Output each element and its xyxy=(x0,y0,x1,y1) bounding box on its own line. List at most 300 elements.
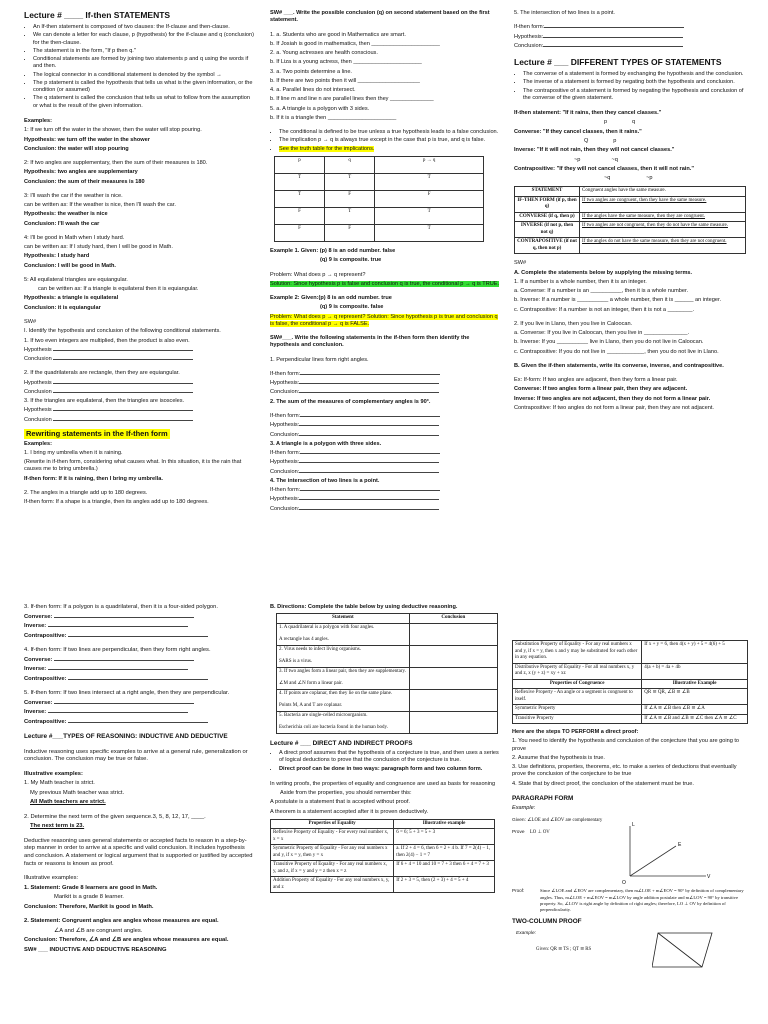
example-line: can be written as: If I study hard, then I will be good in Math. xyxy=(24,244,173,251)
table-row xyxy=(271,861,495,877)
problem-line: Problem: What does p → q represent? xyxy=(270,271,366,278)
conclusion-label: Conclusion xyxy=(24,388,52,395)
answer-blank[interactable] xyxy=(48,712,188,713)
truth-table-note: See the truth table for the implications. xyxy=(279,145,375,152)
answer-blank[interactable] xyxy=(543,37,683,38)
problem-text: Problem: What does p → q represent? Solution: Since hypothesis p is true and conclusion q is false, the conditional p → q is FALSE. xyxy=(270,313,498,327)
answer-blank[interactable] xyxy=(300,416,440,417)
column-5 xyxy=(270,604,500,1022)
inductive-definition: Inductive reasoning uses specific examples to arrive at a general rule, generalization or conclusion. The conclusion may be true or false. xyxy=(24,748,248,763)
answer-blank[interactable] xyxy=(54,660,194,661)
list-item: • The p statement is called the hypothesis that tells us what is the given information, or the condition (or assumed) xyxy=(33,80,254,95)
answer-blank[interactable] xyxy=(299,462,439,463)
example-line: 2. Determine the next term of the given sequence.3, 5, 8, 12, 17, ____. xyxy=(24,813,206,820)
answer-blank[interactable] xyxy=(54,703,194,704)
table-cell: INVERSE (if not p, then not q) xyxy=(515,222,580,238)
table-cell: IF-THEN FORM (if p, then q) xyxy=(515,196,580,212)
answer-blank[interactable] xyxy=(299,509,439,510)
table-row xyxy=(277,623,498,645)
exercise-line: 3. If-then form: If a polygon is a quadrilateral, then it is a four-sided polygon. xyxy=(24,604,218,610)
hypothesis-label: Hypothesis: xyxy=(514,33,544,40)
exercise-line: 5. If-then form: If two lines intersect at a right angle, then they are perpendicular. xyxy=(24,690,230,697)
answer-blank[interactable] xyxy=(53,410,193,411)
table-cell: F xyxy=(325,190,375,207)
intro-bullets xyxy=(24,24,254,110)
list-item: • The converse of a statement is formed by exchanging the hypothesis and the conclusion. xyxy=(523,71,752,78)
given-label: Given: xyxy=(512,818,526,824)
example-line: Example 1. Given: (p) 8 is an odd number. false xyxy=(270,247,396,254)
exercise-line: b. Inverse: If you __________ live in Llano, then you do not live in Caloocan. xyxy=(514,339,704,346)
conclusion-label: Conclusion: xyxy=(270,431,300,438)
statement-line: 3. A triangle is a polygon with three sides. xyxy=(270,440,382,447)
table-cell: F xyxy=(275,207,325,224)
conclusion-label: Conclusion: xyxy=(270,505,300,512)
deductive-definition: Deductive reasoning uses general statements or accepted facts to reason in a step-by-step manner in order to arrive at a specific and valid conclusion. It includes hypothesis and conclusion. A statement or logical argument that is supported or justified by accepted facts or reasons is known as proof. xyxy=(24,837,253,867)
label-row: ~q ~p xyxy=(604,175,653,182)
hypothesis-label: Hypothesis: xyxy=(270,496,300,503)
table-cell: Substitution Property of Equality - For any real numbers x and y, if x = y, then x and y may be substituted for each other in any equation. xyxy=(513,641,642,664)
proof-text: Since ∠LOE and ∠EOV are complementary, then m∠LOE + m∠EOV = 90° by definition of complementary angles. Thus, m∠LOE + m∠EOV = m∠LOV by angle addition postulate and m∠LOV = 90° by transitive property. So, ∠LOV is right angle by definition of right angles; therefore, LO ⊥ OV by definition of perpendicularity. xyxy=(540,888,744,913)
paragraph: In writing proofs, the properties of equality and congruence are used as basis for reasoning xyxy=(270,780,496,787)
two-column-example xyxy=(512,929,752,969)
lecture-title: Lecture # ____ If-then STATEMENTS xyxy=(24,10,171,20)
table-cell: CONVERSE (if q, then p) xyxy=(515,212,580,222)
example-line: Conclusion: Therefore, ∠A and ∠B are angles whose measures are equal. xyxy=(24,937,229,944)
seatwork-line: I. Identify the hypothesis and conclusion of the following conditional statements. xyxy=(24,328,221,335)
table-header: Statement xyxy=(277,614,410,624)
example-line: 2: If two angles are supplementary, then the sum of their measures is 180. xyxy=(24,160,208,167)
answer-blank[interactable] xyxy=(53,420,193,421)
illustrative-label: Illustrative examples: xyxy=(24,770,83,777)
example-line: Hypothesis: a triangle is equilateral xyxy=(24,295,119,302)
statement-text: A rectangle has 4 angles. xyxy=(279,637,329,643)
truth-table xyxy=(274,156,484,242)
table-cell: If two angles are not congruent, then they do not have the same measure. xyxy=(580,222,746,238)
table-cell: If the angles do not have the same measure, then they are not congruent. xyxy=(580,238,746,254)
column-6 xyxy=(512,640,752,1022)
answer-blank[interactable] xyxy=(68,636,208,637)
seatwork-title: SW#___. Write the following statements in the if-then form then identify the hypothesis and conclusion. xyxy=(270,335,470,349)
proof-bullets xyxy=(270,750,500,773)
table-row xyxy=(515,222,746,238)
example-line: (q) 9 is composite. false xyxy=(320,304,384,311)
answer-blank[interactable] xyxy=(300,453,440,454)
answer-blank[interactable] xyxy=(299,499,439,500)
two-column-title: TWO-COLUMN PROOF xyxy=(512,918,582,926)
seatwork-item: 4. a. Parallel lines do not intersect. xyxy=(270,87,356,94)
table-row xyxy=(277,667,498,689)
table-header: p xyxy=(275,156,325,173)
table-cell: T xyxy=(375,224,484,241)
seatwork-title: SW# ___ INDUCTIVE AND DEDUCTIVE REASONING xyxy=(24,946,167,953)
rewrite-heading: Rewriting statements in the If-then form xyxy=(26,428,168,438)
seatwork-line: 2. If the quadrilaterals are rectangle, then they are equiangular. xyxy=(24,370,180,377)
prove-text: LO ⊥ OV xyxy=(529,830,550,836)
answer-cell[interactable] xyxy=(409,667,497,689)
statement-text: SARS is a virus. xyxy=(279,659,313,665)
exercise-line: a. Converse: If you live in Caloocan, then you live in ______________. xyxy=(514,330,690,337)
given-text: ∠LOE and ∠EOV are complementary xyxy=(527,818,603,824)
seatwork-title: SW# ___. Write the possible conclusion (q) on second statement based on the first statement. xyxy=(270,10,490,24)
converse-label: Converse: xyxy=(24,613,53,620)
table-row xyxy=(275,207,484,224)
exercise-line: Contrapositive: If two angles do not form a linear pair, then they are not adjacent. xyxy=(514,405,714,412)
example-line: 1. Statement: Grade 8 learners are good in Math. xyxy=(24,884,158,891)
section-a-title: A. Complete the statements below by supplying the missing terms. xyxy=(514,269,693,276)
equality-table xyxy=(270,819,495,894)
list-item: • Direct proof can be done in two ways: paragraph form and two column form. xyxy=(279,766,500,773)
table-cell: Reflexive Property of Equality - For every real number x, x = x xyxy=(271,829,394,845)
contrapositive-label: Contrapositive: xyxy=(24,632,67,639)
table-row xyxy=(515,187,746,197)
hypothesis-label: Hypothesis: xyxy=(270,459,300,466)
answer-blank[interactable] xyxy=(48,669,188,670)
prove-label: Prove xyxy=(512,830,525,836)
answer-blank[interactable] xyxy=(299,392,439,393)
answer-blank[interactable] xyxy=(299,435,439,436)
table-row xyxy=(513,705,748,715)
problem-line xyxy=(270,314,500,329)
table-cell: 6 = 6; 5 + 3 = 5 + 3 xyxy=(394,829,495,845)
exercise-line: 4. If-then form: If two lines are perpendicular, then they form right angles. xyxy=(24,647,211,654)
section-b-title: B. Given the if-then statements, write its converse, inverse, and contrapositive. xyxy=(514,362,724,369)
answer-blank[interactable] xyxy=(48,626,188,627)
if-then-label: If-then form: xyxy=(514,24,545,31)
table-cell: If ∠A ≅ ∠B and ∠B ≅ ∠C then ∠A ≅ ∠C xyxy=(642,714,748,724)
statement-type-bullets xyxy=(514,71,752,102)
table-header: Properties of Congruence xyxy=(513,679,642,689)
example-line: 3: I'll wash the car if the weather is nice. xyxy=(24,192,123,199)
table-cell: T xyxy=(325,207,375,224)
table-row xyxy=(515,196,746,212)
list-item: • The inverse of a statement is formed by negating both the hypothesis and conclusion. xyxy=(523,79,752,86)
example-line: (q) 9 is composite. true xyxy=(320,257,382,264)
table-cell: Congruent angles have the same measure. xyxy=(580,187,746,197)
rewrite-line: (Rewrite in if-then form, considering what causes what. In this situation, it is the rain that causes me to bring umbrella.) xyxy=(24,459,242,473)
if-then-label: If-then form: xyxy=(270,450,301,457)
problem-text: Solution: Since hypothesis p is false and conclusion q is true, the conditional p → q is TRUE. xyxy=(270,280,500,287)
conclusion-label: Conclusion xyxy=(24,356,52,363)
seatwork-item: b. If Josiah is good in mathematics, then ______________________ xyxy=(270,40,440,47)
table-row xyxy=(277,645,498,667)
seatwork-item: b. If it is a triangle then ______________________ xyxy=(270,114,397,121)
ray-oe xyxy=(630,846,676,876)
if-then-label: If-then form: xyxy=(270,487,301,494)
table-cell: Reflexive Property - An angle or a segment is congruent to itself. xyxy=(513,689,642,705)
example-line: All Math teachers are strict. xyxy=(30,799,106,806)
list-item: • We can denote a letter for each clause, p (hypothesis) for the if-clause and q (conclusion) for the then-clause. xyxy=(33,32,254,47)
table-cell: If ∠A ≅ ∠B then ∠B ≅ ∠A xyxy=(642,705,748,715)
exercise-line: Converse: If two angles form a linear pair, then they are adjacent. xyxy=(514,386,688,393)
postulate-line: A postulate is a statement that is accepted without proof. xyxy=(270,799,410,806)
table-header: p → q xyxy=(375,156,484,173)
seatwork-label: SW# xyxy=(24,319,37,326)
answer-blank[interactable] xyxy=(543,46,683,47)
table-cell: Transitive Property of Equality - For any real numbers x, y, and z, if x = y and y = z then x = z xyxy=(271,861,394,877)
inverse-example: Inverse: "If it will not rain, then they will not cancel classes." xyxy=(514,147,675,154)
list-item: • The q statement is called the conclusion that tells us what to follow from the assumption or what is the result of the given information. xyxy=(33,95,254,110)
quadrilateral-figure xyxy=(652,929,722,969)
example-line: can be written as: If a triangle is equilateral then it is equiangular. xyxy=(38,286,199,293)
example-line: Conclusion: I will be good in Math. xyxy=(24,262,116,269)
exercise-line: b. Inverse: If a number is __________ a whole number, then it is ______ an integer. xyxy=(514,297,722,304)
answer-blank[interactable] xyxy=(53,383,193,384)
example-line: Conclusion: I'll wash the car xyxy=(24,220,100,227)
hypothesis-label: Hypothesis xyxy=(24,379,52,386)
statement-line: 4. The intersection of two lines is a point. xyxy=(270,477,380,484)
example-line: 5: All equilateral triangles are equiangular. xyxy=(24,276,128,283)
hypothesis-label: Hypothesis: xyxy=(270,422,300,429)
table-cell: T xyxy=(375,173,484,190)
list-item: • The conditional is defined to be true unless a true hypothesis leads to a false conclusion. xyxy=(279,129,500,136)
table-cell: Transitive Property xyxy=(513,714,642,724)
table-cell: F xyxy=(375,190,484,207)
hypothesis-label: Hypothesis xyxy=(24,407,52,414)
table-cell: Symmetric Property of Equality - For any real numbers x and y, if x = y, then y = x xyxy=(271,845,394,861)
seatwork-item: b. If Liza is a young actress, then ______________________ xyxy=(270,59,422,66)
seatwork-line: 3. If the triangles are equilateral, then the triangles are isosceles. xyxy=(24,398,185,405)
exercise-line: a. Converse: If a number is an __________, then it is a whole number. xyxy=(514,288,689,295)
table-cell: F xyxy=(325,224,375,241)
table-row xyxy=(513,689,748,705)
answer-blank[interactable] xyxy=(54,617,194,618)
step-line: 2. Assume that the hypothesis is true. xyxy=(512,754,605,761)
point-label-v: V xyxy=(707,874,711,881)
conclusion-label: Conclusion: xyxy=(514,42,544,49)
contrapositive-label: Contrapositive: xyxy=(24,675,67,682)
table-row xyxy=(271,845,495,861)
table-cell xyxy=(277,667,410,689)
answer-blank[interactable] xyxy=(299,425,439,426)
inverse-label: Inverse: xyxy=(24,709,47,716)
label-row: Q p xyxy=(584,137,617,144)
label-row: p q xyxy=(604,119,636,126)
list-item: • The contrapositive of a statement is formed by negating the hypothesis and conclusion of the converse of the given statement. xyxy=(523,88,752,103)
example-line: Hypothesis: two angles are supplementary xyxy=(24,169,138,176)
column-4 xyxy=(24,604,254,1022)
conclusion-label: Conclusion: xyxy=(270,389,300,396)
point-label-o: O xyxy=(622,880,626,887)
example-line: ∠A and ∠B are congruent angles. xyxy=(54,927,143,934)
answer-blank[interactable] xyxy=(544,27,684,28)
table-cell: STATEMENT xyxy=(515,187,580,197)
table-row xyxy=(277,689,498,711)
conclusion-label: Conclusion xyxy=(24,416,52,423)
seatwork-item: 5. a. A triangle is a polygon with 3 sides. xyxy=(270,105,370,112)
lecture-title: Lecture # ___ DIRECT AND INDIRECT PROOFS xyxy=(270,739,413,747)
table-cell: If 6 + 4 = 10 and 10 = 7 + 3 then 6 + 4 = 7 + 3 xyxy=(394,861,495,877)
answer-blank[interactable] xyxy=(53,350,193,351)
contrapositive-example: Contrapositive: "If they will not cancel classes, then it will not rain." xyxy=(514,165,694,172)
example-line: 2. Statement: Congruent angles are angles whose measures are equal. xyxy=(24,918,219,925)
converse-label: Converse: xyxy=(24,699,53,706)
table-cell: CONTRAPOSITIVE (if not q, then not p) xyxy=(515,238,580,254)
example-line: 1: If we turn off the water in the shower, then the water will stop pouring. xyxy=(24,127,202,134)
list-item: • A direct proof assumes that the hypothesis of a conjecture is true, and then uses a series of logical deductions to prove that the conclusion of the conjecture is true. xyxy=(279,750,500,765)
conclusion-label: Conclusion: xyxy=(270,468,300,475)
steps-title: Here are the steps TO PERFORM a direct proof: xyxy=(512,729,639,735)
table-cell xyxy=(277,711,410,733)
table-cell: T xyxy=(375,207,484,224)
table-row xyxy=(275,190,484,207)
example-line: Conclusion: the water will stop pouring xyxy=(24,145,129,152)
list-item xyxy=(279,146,500,153)
statement-line: 1. Perpendicular lines form right angles. xyxy=(270,356,369,363)
contrapositive-label: Contrapositive: xyxy=(24,718,67,725)
statement-text: 5. Bacteria are single-celled microorganism. xyxy=(279,712,368,718)
label-row: ~p ~q xyxy=(574,156,618,163)
converse-label: Converse: xyxy=(24,656,53,663)
seatwork-item: 1. a. Students who are good in Mathematics are smart. xyxy=(270,31,406,38)
seatwork-item: b. If line m and line n are parallel lines then they ______________ xyxy=(270,96,434,103)
question-line: 5. The intersection of two lines is a point. xyxy=(514,10,615,16)
seatwork-item: 3. a. Two points determine a line. xyxy=(270,68,352,75)
statements-table xyxy=(514,186,746,254)
seatwork-line: 1. If two even integers are multiplied, then the product is also even. xyxy=(24,337,190,344)
step-line: 3. Use definitions, properties, theorems, etc. to make a series of deductions that eventually prove the conclusion of the conjecture to be true xyxy=(512,764,737,778)
table-header: q xyxy=(325,156,375,173)
table-header: Conclusion xyxy=(409,614,497,624)
table-row xyxy=(513,641,748,664)
exercise-line: c. Contrapositive: If you do not live in ____________, then you do not live in Llano. xyxy=(514,348,719,355)
given-text: Given: QR ≅ TS ; QT ≅ RS xyxy=(536,946,592,952)
statement-text: 2. Virus needs to infect living organisms. xyxy=(279,646,362,652)
equality-table-continued xyxy=(512,640,748,724)
exercise-line: 2. If you live in Llano, then you live in Caloocan. xyxy=(514,320,633,327)
table-row xyxy=(271,829,495,845)
converse-example: Converse: "If they cancel classes, then it rains." xyxy=(514,128,642,135)
statement-text: Points M, A and T are coplanar. xyxy=(279,703,343,709)
table-header: Illustrative example xyxy=(394,819,495,829)
problem-line xyxy=(270,281,500,288)
list-item: • An If-then statement is composed of two clauses: the If-clause and then-clause. xyxy=(33,24,254,31)
list-item: • The logical connector in a conditional statement is denoted by the symbol → xyxy=(33,72,254,79)
seatwork-label: SW# xyxy=(514,260,527,267)
step-line: 1. You need to identify the hypothesis and conclusion of the conjecture that you are going to prove xyxy=(512,738,740,752)
exercise-line: 1. If a number is a whole number, then it is an integer. xyxy=(514,278,647,285)
seatwork-item: 2. a. Young actresses are health conscious. xyxy=(270,50,378,57)
answer-blank[interactable] xyxy=(53,392,193,393)
table-row xyxy=(277,711,498,733)
table-cell: Symmetric Property xyxy=(513,705,642,715)
example-line: Hypothesis: the weather is nice xyxy=(24,211,108,218)
point-label-l: L xyxy=(632,822,635,829)
table-row xyxy=(275,173,484,190)
answer-blank[interactable] xyxy=(300,490,440,491)
if-then-label: If-then form: xyxy=(270,370,301,377)
table-cell: T xyxy=(275,173,325,190)
table-cell: a. If 2 + 4 = 6, then 6 = 2 + 4 b. If 7 = 2(4) − 1, then 2(4) − 1 = 7 xyxy=(394,845,495,861)
column-3 xyxy=(514,10,752,555)
table-row xyxy=(515,212,746,222)
list-item: • Conditional statements are formed by joining two statements p and q using the words if and then. xyxy=(33,56,254,71)
example-line: Conclusion: Therefore, Marikit is good in Math. xyxy=(24,903,154,910)
table-cell: QR ≅ QR, ∠B ≅ ∠B xyxy=(642,689,748,705)
paragraph: Aside from the properties, you should remember this: xyxy=(280,790,412,797)
table-cell: If two angles are congruent, then they have the same measure. xyxy=(580,196,746,212)
example-line: Conclusion: the sum of their measures is 180 xyxy=(24,178,145,185)
step-line: 4. State that by direct proof, the conclusion of the statement must be true. xyxy=(512,780,694,787)
paragraph-form-title: PARAGRAPH FORM xyxy=(512,794,574,802)
answer-cell[interactable] xyxy=(409,711,497,733)
inverse-label: Inverse: xyxy=(24,623,47,630)
table-cell xyxy=(277,689,410,711)
answer-blank[interactable] xyxy=(68,679,208,680)
answer-blank[interactable] xyxy=(299,383,439,384)
answer-blank[interactable] xyxy=(53,359,193,360)
table-row xyxy=(271,877,495,893)
example-line: Marikit is a grade 8 learner. xyxy=(54,894,124,901)
rewrite-line: If-then form: If a shape is a triangle, then its angles add up to 180 degrees. xyxy=(24,499,209,506)
deductive-table xyxy=(276,613,498,734)
table-cell: Addition Property of Equality - For any real numbers x, y, and z xyxy=(271,877,394,893)
table-row xyxy=(513,663,748,679)
directions-title: B. Directions: Complete the table below by using deductive reasoning. xyxy=(270,604,458,610)
statement-text: 3. If two angles form a linear pair, then they are supplementary. xyxy=(279,668,406,674)
example-line: Hypothesis: I study hard xyxy=(24,253,90,260)
table-header: Illustrative Example xyxy=(642,679,748,689)
statement-text: ∠M and ∠N form a linear pair. xyxy=(279,681,343,687)
answer-cell[interactable] xyxy=(409,689,497,711)
table-header: Properties of Equality xyxy=(271,819,394,829)
example-line: Conclusion: it is equiangular xyxy=(24,304,101,311)
statement-text: Escherichia coli are bacteria found in the human body. xyxy=(279,725,388,731)
rewrite-line: If-then form: If it is raining, then I bring my umbrella. xyxy=(24,475,163,482)
table-cell xyxy=(277,645,410,667)
angle-figure xyxy=(616,816,716,888)
rewrite-line: Examples: xyxy=(24,440,52,447)
given-prove-block xyxy=(512,814,752,888)
table-row xyxy=(275,224,484,241)
if-then-label: If-then form: xyxy=(270,412,301,419)
answer-blank[interactable] xyxy=(68,722,208,723)
table-row xyxy=(513,714,748,724)
table-cell: If 2 + 3 = 5, then (2 + 3) + 4 = 5 + 4 xyxy=(394,877,495,893)
example-line: Example 2: Given:(p) 8 is an odd number. true xyxy=(270,295,392,302)
proof-label: Proof: xyxy=(512,888,525,894)
theorem-line: A theorem is a statement accepted after it is proven deductively. xyxy=(270,808,429,815)
point-label-e: E xyxy=(678,842,682,849)
statement-text: 4. If points are coplanar, then they lie on the same plane. xyxy=(279,690,393,696)
example-line: can be written as: If the weather is nice, then I'll wash the car. xyxy=(24,202,176,209)
seatwork-item: b. If there are two points then it will ____________________ xyxy=(270,77,420,84)
example-line: Hypothesis: we turn off the water in the shower xyxy=(24,136,150,143)
hypothesis-label: Hypothesis: xyxy=(270,380,300,387)
table-cell xyxy=(277,623,410,645)
statement-line: 2. The sum of the measures of complementary angles is 90°. xyxy=(270,398,431,405)
rewrite-line: 1. I bring my umbrella when it is raining. xyxy=(24,449,123,456)
exercise-line: c. Contrapositive: If a number is not an integer, then it is not a ________. xyxy=(514,306,695,313)
answer-cell[interactable] xyxy=(409,623,497,645)
table-cell: 4(a + b) = 4a + 4b xyxy=(642,663,748,679)
table-cell: Distributive Property of Equality - For all real numbers x, y and z, x (y + z) = xy + xz xyxy=(513,663,642,679)
answer-blank[interactable] xyxy=(299,472,439,473)
example-line: 4: I'll be good in Math when I study hard. xyxy=(24,234,125,241)
exercise-line: Ex: If-form: If two angles are adjacent, then they form a linear pair. xyxy=(514,377,678,384)
answer-blank[interactable] xyxy=(300,374,440,375)
example-line: Illustrative examples: xyxy=(24,875,79,882)
hypothesis-label: Hypothesis xyxy=(24,346,52,353)
examples-label: Examples: xyxy=(24,117,52,124)
if-then-example: If-then statement: "If it rains, then they cancel classes." xyxy=(514,110,662,117)
statement-text: 1. A quadrilateral is a polygon with four angles. xyxy=(279,624,375,630)
table-cell: T xyxy=(275,190,325,207)
lecture-title: Lecture # ___ DIFFERENT TYPES OF STATEMENTS xyxy=(514,57,722,68)
example-line: The next term is 23. xyxy=(30,823,85,830)
table-cell: If x + y = 6, then 4(x + y) + 5 = 4(6) + 5 xyxy=(642,641,748,664)
answer-cell[interactable] xyxy=(409,645,497,667)
table-cell: If the angles have the same measure, then they are congruent. xyxy=(580,212,746,222)
